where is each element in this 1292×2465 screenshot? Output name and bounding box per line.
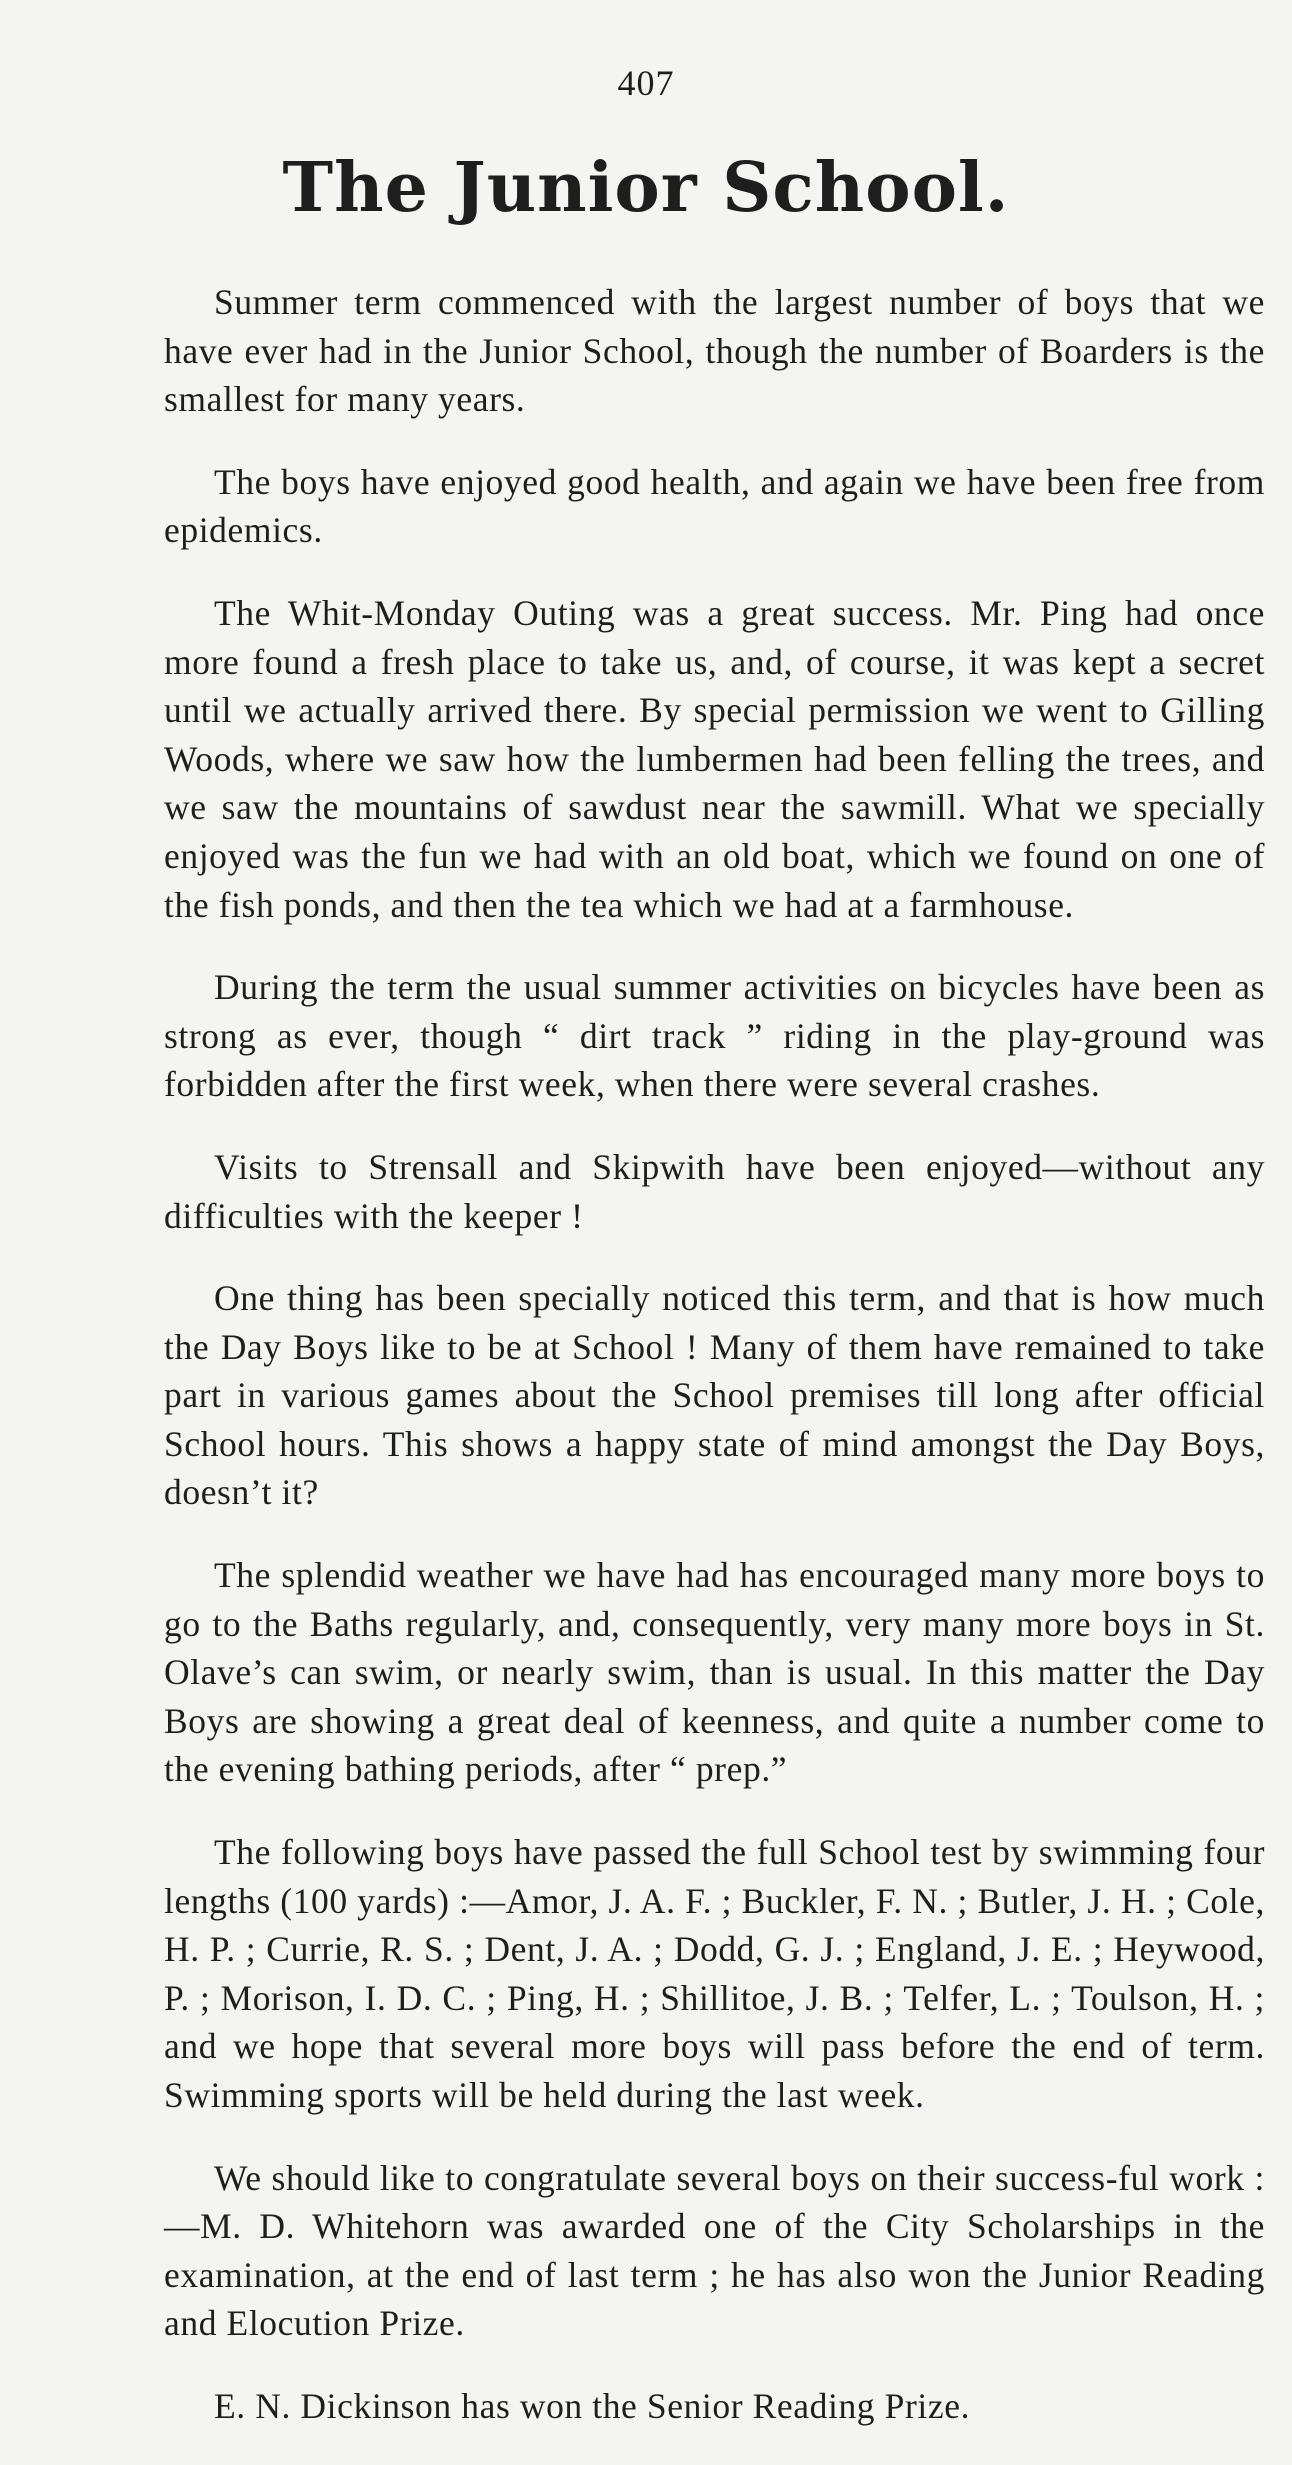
paragraph: The splendid weather we have had has encouraged many more boys to go to the Baths regularly, and, consequently, very many more boys in St. Olave’s can swim, or nearly swim, than is usual. In this matter the Day Boys are showing a great deal of keenness, and quite a number come to the evening bathing periods, after “ prep.” (164, 1555, 1265, 1790)
paragraph: The boys have enjoyed good health, and again we have been free from epidemics. (164, 461, 1265, 551)
paragraph: During the term the usual summer activities on bicycles have been as strong as ever, though “ dirt track ” riding in the play-ground was forbidden after the first week, when there were several crashes. (164, 967, 1265, 1105)
paragraph: The following boys have passed the full School test by swimming four lengths (100 yards) :—Amor, J. A. F. ; Buckler, F. N. ; Butler, J. H. ; Cole, H. P. ; Currie, R. S. ; Dent, J. A. ; Dodd, G. J. ; England, J. E. ; Heywood, P. ; Morison, I. D. C. ; Ping, H. ; Shillitoe, J. B. ; Telfer, L. ; Toulson, H. ; and we hope that several more boys will pass before the end of term. Swimming sports will be held during the last week. (164, 1832, 1265, 2115)
paragraph: E. N. Dickinson has won the Senior Reading Prize. (214, 2385, 971, 2426)
page-number: 407 (617, 63, 675, 103)
paragraph: We should like to congratulate several boys on their success-ful work :—M. D. Whitehorn was awarded one of the City Scholarships in the examination, at the end of last term ; he has also won the Junior Reading and Elocution Prize. (164, 2157, 1265, 2344)
page-title: The Junior School. (282, 148, 1010, 228)
paragraph: The Whit-Monday Outing was a great success. Mr. Ping had once more found a fresh place to take us, and, of course, it was kept a secret until we actually arrived there. By special permission we went to Gilling Woods, where we saw how the lumbermen had been felling the trees, and we saw the mountains of sawdust near the sawmill. What we specially enjoyed was the fun we had with an old boat, which we found on one of the fish ponds, and then the tea which we had at a farmhouse. (164, 592, 1265, 925)
article-body (164, 278, 1265, 2465)
paragraph: One thing has been specially noticed this term, and that is how much the Day Boys like to be at School ! Many of them have remained to take part in various games about the School premises till long after official School hours. This shows a happy state of mind amongst the Day Boys, doesn’t it? (164, 1278, 1265, 1513)
paragraph: Visits to Strensall and Skipwith have been enjoyed—without any difficulties with the keeper ! (164, 1146, 1265, 1236)
paragraph: Summer term commenced with the largest number of boys that we have ever had in the Junior School, though the number of Boarders is the smallest for many years. (164, 282, 1265, 420)
